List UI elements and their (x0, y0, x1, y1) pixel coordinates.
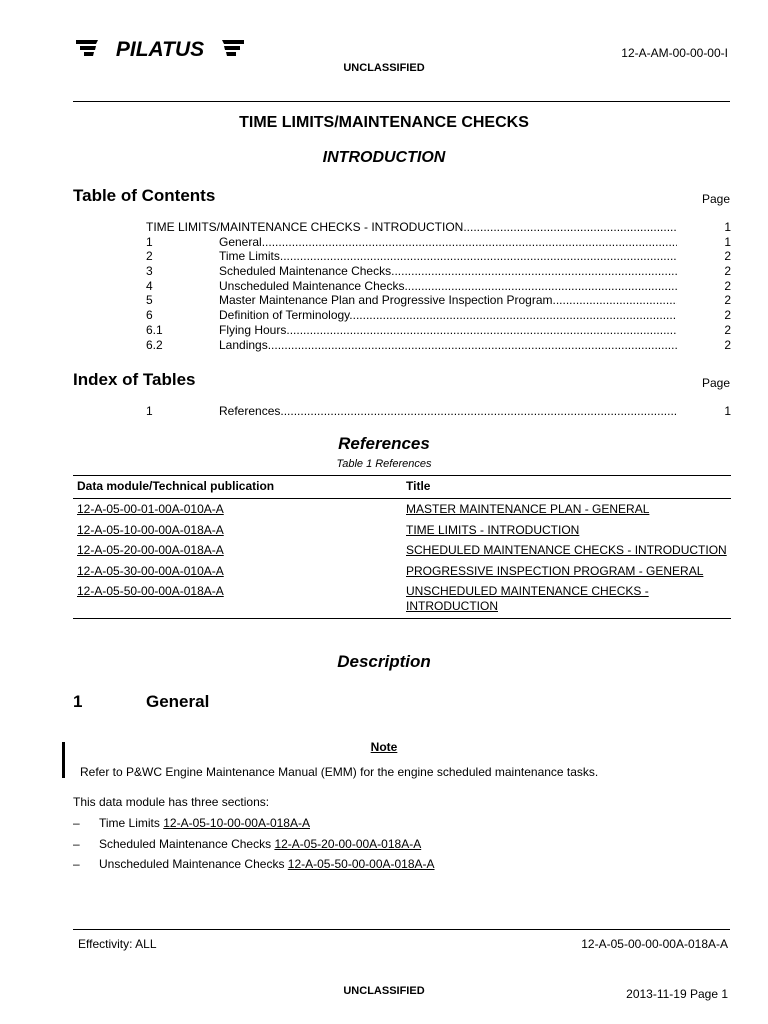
toc-entry-number: 6.2 (146, 337, 163, 352)
classification-footer: UNCLASSIFIED (343, 985, 425, 997)
page-subtitle: INTRODUCTION (322, 149, 446, 166)
index-entry-page: 1 (724, 404, 731, 418)
toc-page-label: Page (701, 192, 730, 206)
toc-entry-number: 1 (146, 234, 153, 249)
toc-entry-page: 2 (724, 308, 731, 323)
section-title: General (146, 692, 210, 711)
toc-entry[interactable] (146, 220, 731, 235)
toc-entry-page: 1 (724, 220, 731, 234)
logo-text: PILATUS (115, 38, 205, 60)
toc-entry[interactable] (146, 235, 731, 250)
date-page: 2013-11-19 Page 1 (626, 987, 728, 1001)
list-item (99, 857, 435, 871)
toc-entry-page: 2 (724, 293, 731, 308)
list-item (99, 837, 421, 851)
toc-entry[interactable] (146, 264, 731, 279)
data-module-link[interactable]: 12-A-05-20-00-00A-018A-A (77, 543, 224, 557)
toc-entry-number: 6 (146, 308, 153, 323)
toc-entry[interactable] (146, 338, 731, 353)
toc-entry-text: Definition of Terminology ..... (219, 308, 677, 323)
toc-entry-text: Master Maintenance Plan and Progressive Inspection Program ..... (219, 293, 677, 308)
index-entry-text: References ..... (219, 404, 677, 419)
table-row (73, 499, 731, 520)
title-link[interactable]: UNSCHEDULED MAINTENANCE CHECKS - INTRODUCTION (406, 584, 649, 613)
list-item-link[interactable]: 12-A-05-50-00-00A-018A-A (287, 857, 435, 871)
toc-entry-text: Unscheduled Maintenance Checks ..... (219, 279, 677, 294)
document-code: 12-A-AM-00-00-00-I (621, 46, 728, 60)
table-caption: Table 1 References (336, 458, 432, 470)
note-label: Note (370, 740, 398, 754)
toc-entry-page: 2 (724, 322, 731, 337)
description-heading: Description (337, 652, 431, 671)
toc-entry-number: 5 (146, 293, 153, 308)
table-row (73, 561, 731, 582)
toc-entry[interactable] (146, 308, 731, 323)
toc-entry[interactable] (146, 323, 731, 338)
list-dash: – (73, 837, 80, 851)
references-heading: References (338, 434, 430, 453)
toc-entry-number: 6.1 (146, 322, 163, 337)
data-module-link[interactable]: 12-A-05-50-00-00A-018A-A (77, 584, 224, 598)
list-item-link[interactable]: 12-A-05-10-00-00A-018A-A (163, 816, 310, 830)
table-row (73, 520, 731, 541)
intro-text: This data module has three sections: (73, 795, 270, 809)
toc-entry-page: 2 (724, 249, 731, 264)
index-entry-number: 1 (146, 404, 153, 418)
column-header-data-module: Data module/Technical publication (73, 476, 402, 499)
list-item-link[interactable]: 12-A-05-20-00-00A-018A-A (274, 837, 422, 851)
toc-entry-page: 2 (724, 278, 731, 293)
toc-entry-page: 2 (724, 337, 731, 352)
toc-entry-text: Landings ..... (219, 338, 677, 353)
footer-divider (73, 929, 730, 930)
list-dash: – (73, 857, 80, 871)
data-module-link[interactable]: 12-A-05-30-00-00A-010A-A (77, 563, 224, 578)
title-link[interactable]: TIME LIMITS - INTRODUCTION (406, 522, 580, 537)
references-table (73, 475, 731, 619)
footer-dmc: 12-A-05-00-00-00A-018A-A (581, 937, 728, 951)
title-link[interactable]: SCHEDULED MAINTENANCE CHECKS - INTRODUCTION (406, 543, 727, 557)
index-tables-list (146, 404, 731, 419)
table-row (73, 540, 731, 561)
toc-entry-number: 3 (146, 264, 153, 279)
data-module-link[interactable]: 12-A-05-00-01-00A-010A-A (77, 502, 224, 516)
pilatus-logo (76, 36, 244, 60)
index-tables-heading: Index of Tables (73, 370, 196, 389)
toc-heading: Table of Contents (73, 186, 216, 205)
toc-entry-page: 2 (724, 264, 731, 279)
toc-entry-text: Time Limits ..... (219, 249, 677, 264)
toc-entry-number: 2 (146, 249, 153, 264)
toc-entry-page: 1 (724, 234, 731, 249)
title-link[interactable]: PROGRESSIVE INSPECTION PROGRAM - GENERAL (406, 563, 704, 578)
index-tables-entry[interactable] (146, 404, 731, 419)
list-item-text: Unscheduled Maintenance Checks (99, 857, 288, 871)
title-link[interactable]: MASTER MAINTENANCE PLAN - GENERAL (406, 502, 650, 516)
toc-entry-number: 4 (146, 278, 153, 293)
toc-entry[interactable] (146, 279, 731, 294)
toc-entry-text: Scheduled Maintenance Checks ..... (219, 264, 677, 279)
column-header-title: Title (402, 476, 731, 499)
data-module-link[interactable]: 12-A-05-10-00-00A-018A-A (77, 522, 224, 537)
table-row (73, 581, 731, 619)
header-divider (73, 101, 730, 102)
toc-entry[interactable] (146, 293, 731, 308)
toc-entry-text: TIME LIMITS/MAINTENANCE CHECKS - INTRODUCTION ..... (146, 220, 677, 235)
section-number: 1 (73, 692, 83, 711)
list-item-text: Time Limits (99, 816, 164, 830)
list-dash: – (73, 816, 80, 830)
toc-entry-text: Flying Hours ..... (219, 323, 677, 338)
index-tables-page-label: Page (701, 376, 730, 390)
list-item (99, 816, 310, 830)
effectivity: Effectivity: ALL (78, 937, 157, 951)
toc-entry-text: General ..... (219, 235, 677, 250)
toc-entry[interactable] (146, 249, 731, 264)
classification-header: UNCLASSIFIED (343, 62, 425, 74)
page-title: TIME LIMITS/MAINTENANCE CHECKS (239, 114, 529, 131)
list-item-text: Scheduled Maintenance Checks (99, 837, 275, 851)
note-text: Refer to P&WC Engine Maintenance Manual (EMM) for the engine scheduled maintenance tasks. (80, 765, 599, 779)
toc-list (146, 220, 731, 352)
